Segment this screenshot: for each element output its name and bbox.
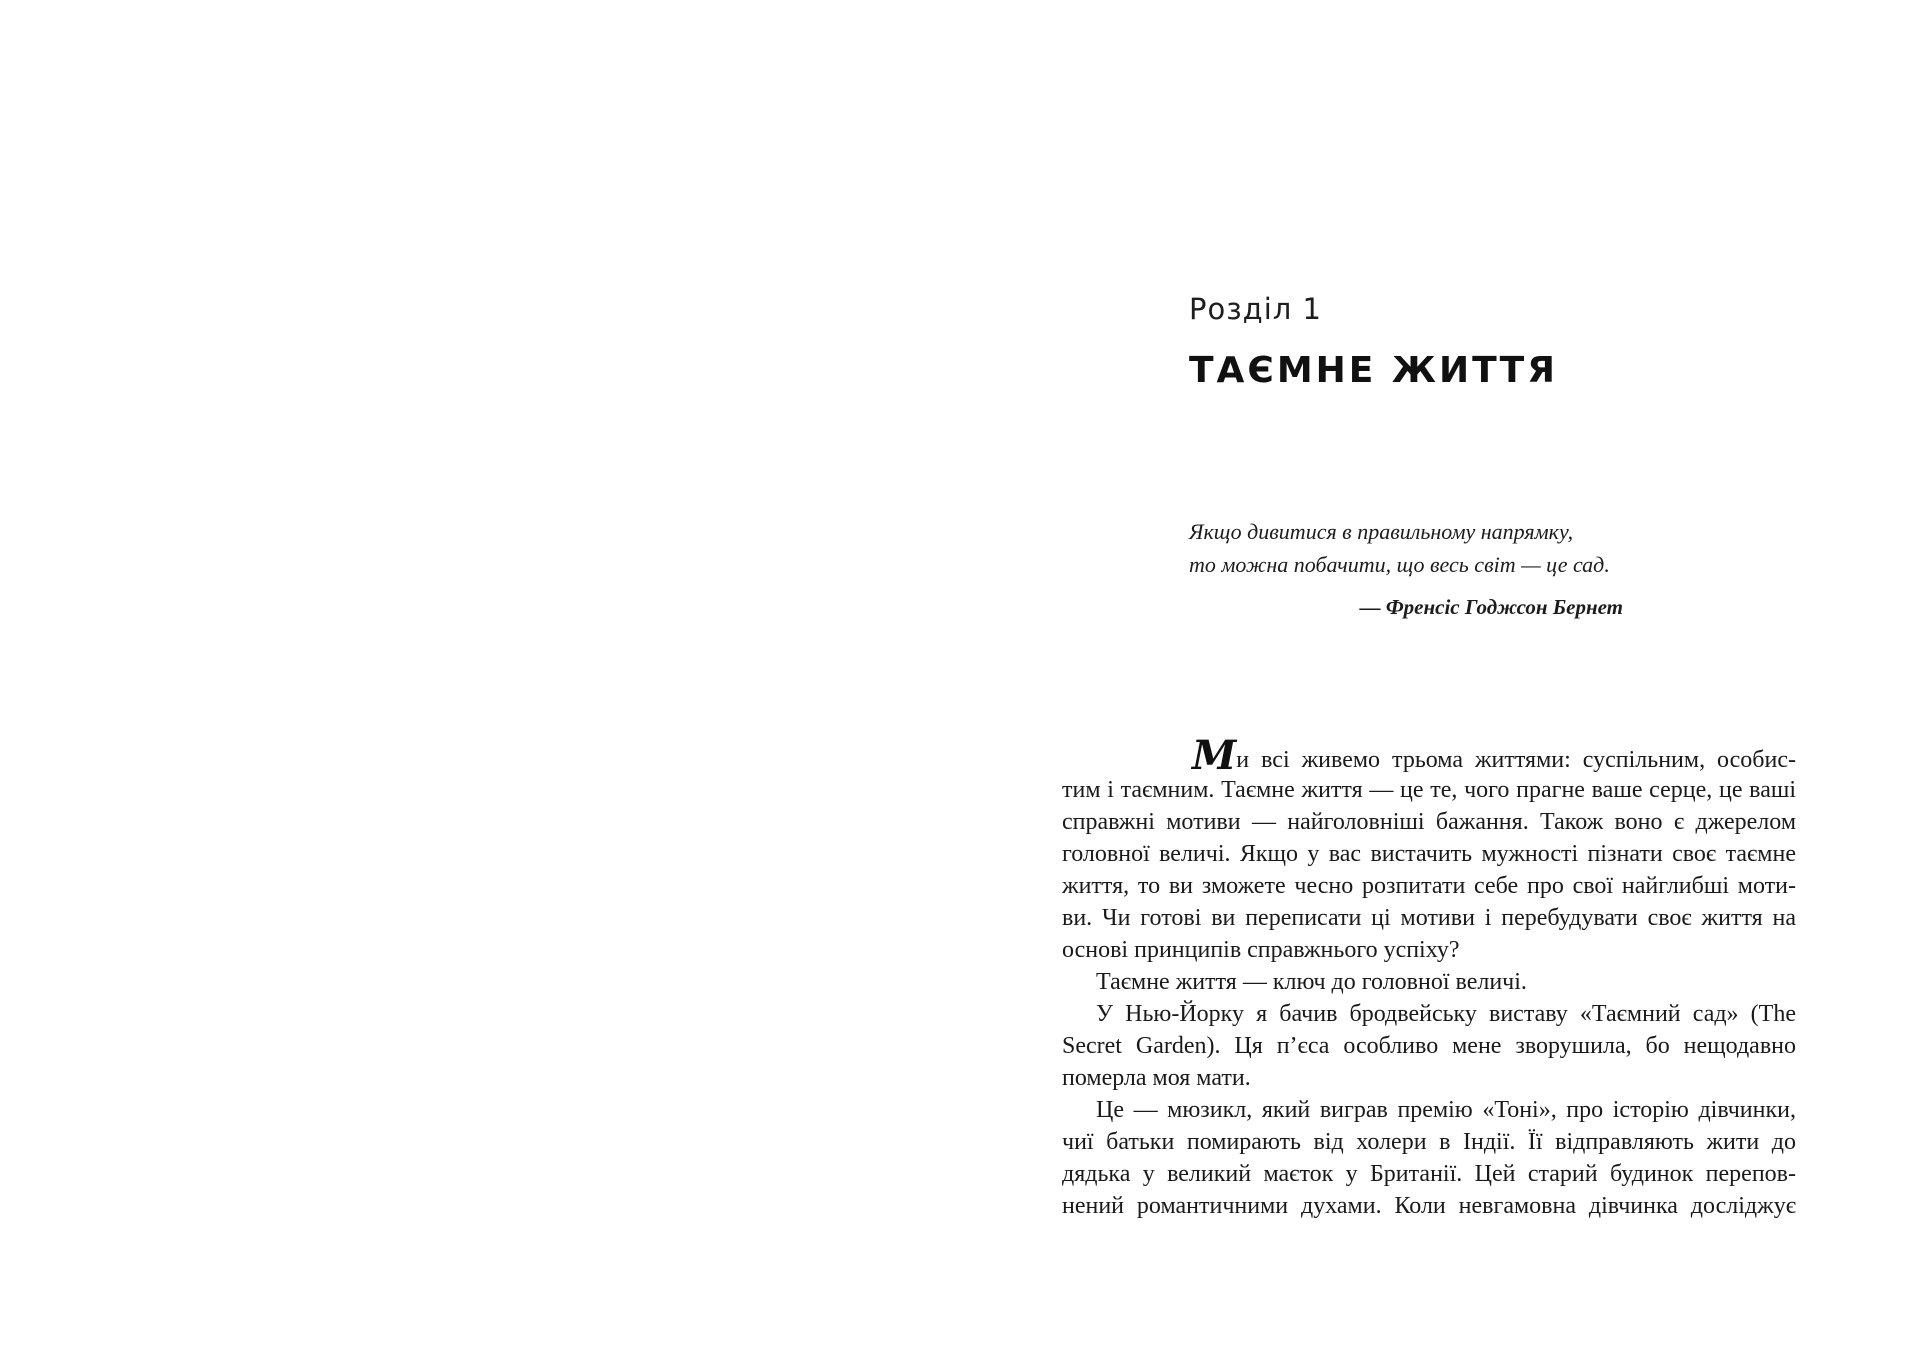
body-line: основі принципів справжнього успіху? [1062,937,1460,963]
body-line: дядька у великий маєток у Британії. Цей старий будинок перепов- [1062,1161,1796,1187]
body-line: тим і таємним. Таємне життя — це те, чого прагне ваше серце, це ваші [1062,777,1796,803]
chapter-title: ТАЄМНЕ ЖИТТЯ [1189,350,1558,391]
body-line: померла моя мати. [1062,1065,1251,1091]
body-line: нений романтичними духами. Коли невгамовна дівчинка досліджує [1062,1193,1796,1219]
body-line [1062,732,1796,779]
body-line: головної величі. Якщо у вас вистачить мужності пізнати своє таємне [1062,841,1796,867]
epigraph-line: то можна побачити, що весь світ — це сад. [1189,552,1610,577]
body-line: Таємне життя — ключ до головної величі. [1096,969,1527,995]
chapter-label: Розділ 1 [1189,292,1322,326]
body-text [1062,732,1796,1222]
drop-cap: М [1192,732,1237,779]
body-line: чиї батьки помирають від холери в Індії. Її відправляють жити до [1062,1129,1796,1155]
body-line: справжні мотиви — найголовніші бажання. Також воно є джерелом [1062,809,1796,835]
epigraph-line: Якщо дивитися в правильному напрямку, [1189,519,1574,544]
body-line: У Нью-Йорку я бачив бродвейську виставу «Таємний сад» (The [1096,1001,1796,1027]
body-line-text: и всі живемо трьома життями: суспільним, особис- [1236,747,1796,773]
body-line: життя, то ви зможете чесно розпитати себе про свої найглибші моти- [1062,873,1796,899]
body-line: Це — мюзикл, який виграв премію «Тоні», про історію дівчинки, [1096,1097,1796,1123]
epigraph [1189,515,1629,581]
epigraph-author: — Френсіс Годжсон Бернет [1359,595,1623,619]
body-line: ви. Чи готові ви переписати ці мотиви і перебудувати своє життя на [1062,905,1796,931]
body-line: Secret Garden). Ця п’єса особливо мене зворушила, бо нещодавно [1062,1033,1796,1059]
